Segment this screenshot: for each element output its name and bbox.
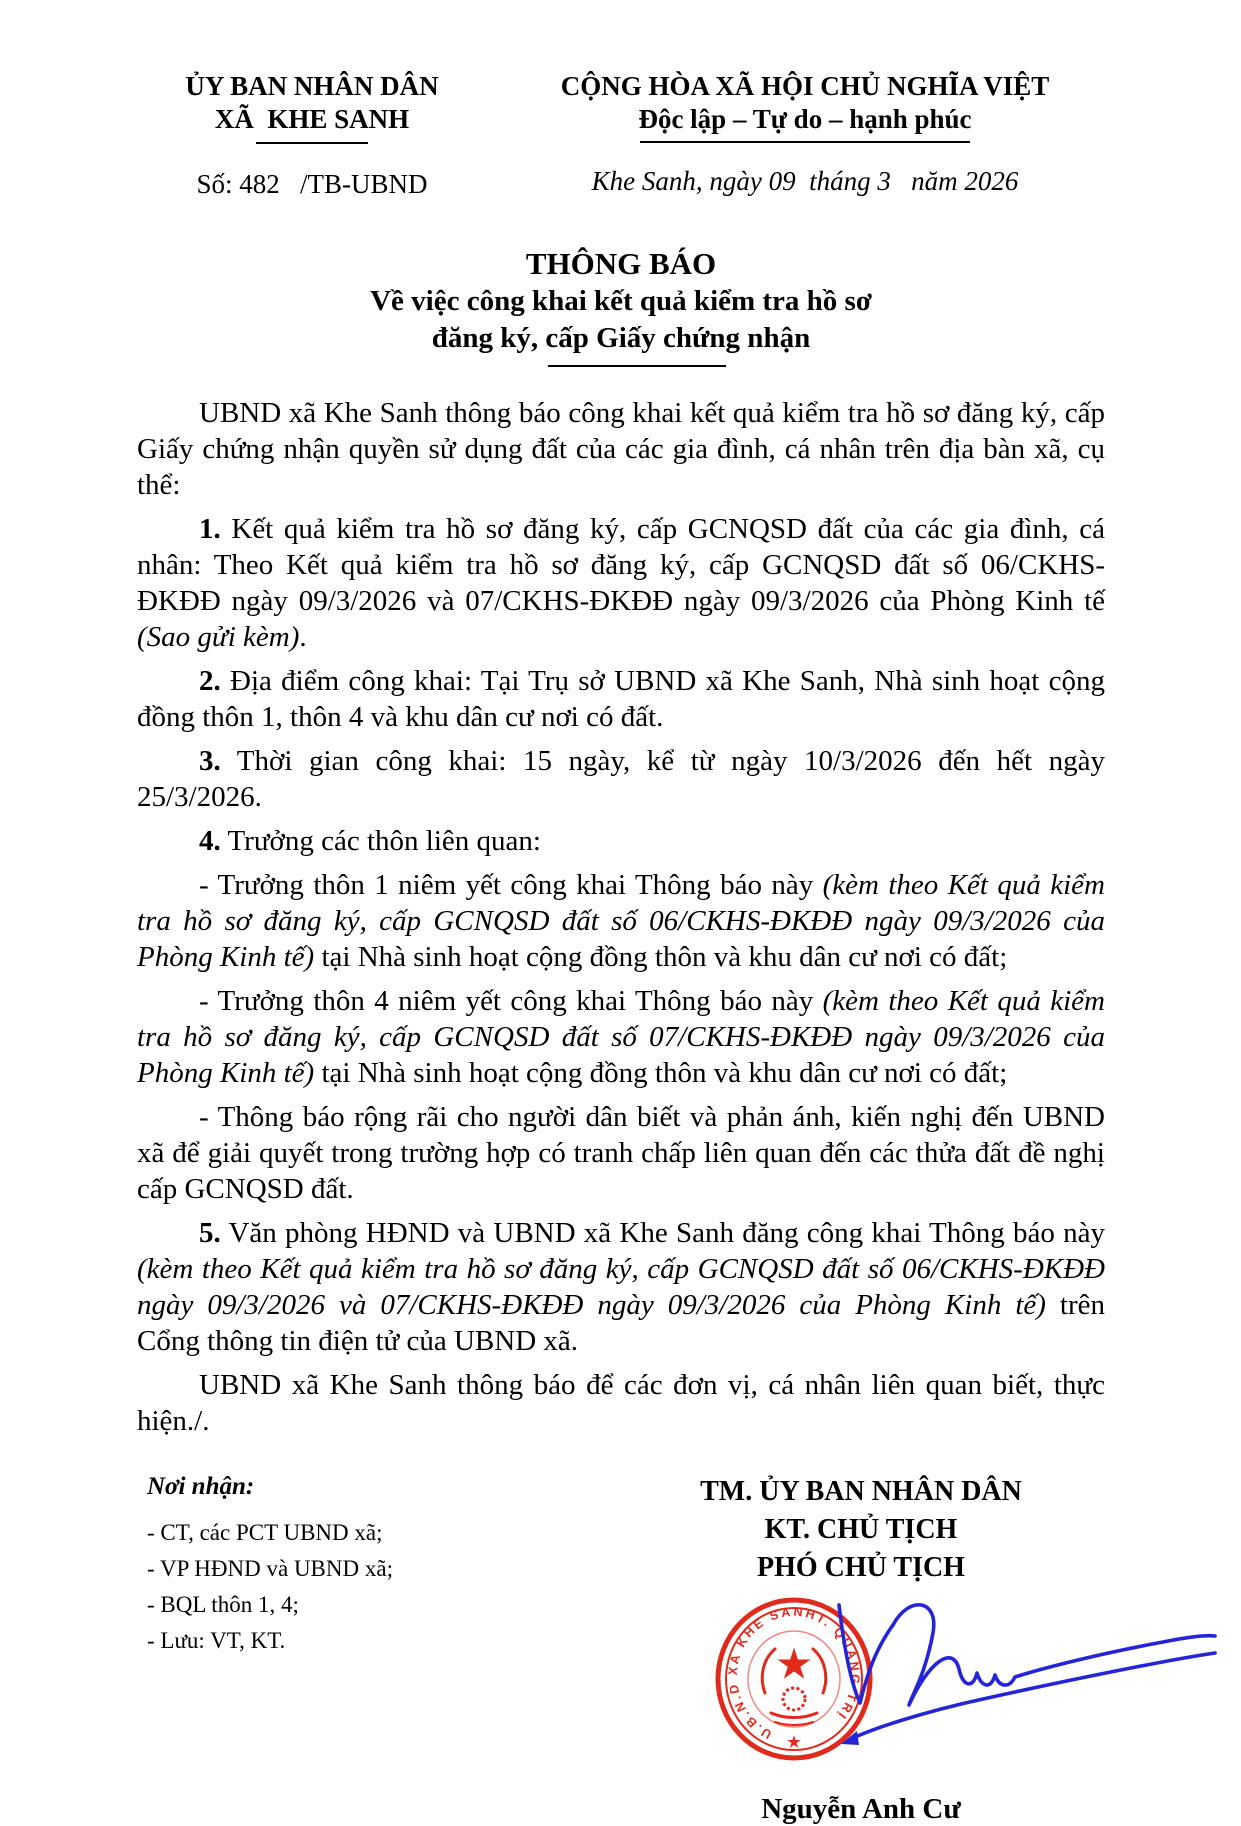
stamp-and-signature-area	[561, 1593, 1161, 1765]
body-paragraph	[137, 663, 1105, 735]
text-run: Địa điểm công khai: Tại Trụ sở UBND xã Khe Sanh, Nhà sinh hoạt cộng đồng thôn 1, thôn 4 và khu dân cư nơi có đất.	[137, 665, 1105, 733]
document-number: Số: 482 /TB-UBND	[196, 169, 428, 199]
text-run: (Sao gửi kèm)	[137, 621, 300, 653]
text-run: 4.	[199, 825, 221, 857]
issuing-authority-block	[137, 70, 487, 201]
text-run: trên Cổng thông tin điện tử của UBND xã.	[137, 1289, 1105, 1357]
body-paragraph	[137, 1099, 1105, 1207]
authority-commune: XÃ KHE SANH	[214, 104, 410, 134]
body-paragraph	[137, 1215, 1105, 1359]
recipients-list	[147, 1515, 507, 1659]
body-paragraph	[137, 743, 1105, 815]
text-run: (kèm theo Kết quả kiểm tra hồ sơ đăng ký, cấp GCNQSD đất số 06/CKHS-ĐKĐĐ ngày 09/3/2026 của Phòng Kinh tế)	[137, 869, 1105, 973]
body-paragraph	[137, 1367, 1105, 1439]
recipient-item: - VP HĐND và UBND xã;	[147, 1556, 393, 1581]
recipient-item: - BQL thôn 1, 4;	[147, 1592, 299, 1617]
recipient-item: - Lưu: VT, KT.	[147, 1628, 286, 1653]
text-run: tại Nhà sinh hoạt cộng đồng thôn và khu dân cư nơi có đất;	[314, 941, 1008, 973]
recipients-label: Nơi nhận:	[147, 1473, 255, 1500]
document-subject-line1: Về việc công khai kết quả kiểm tra hồ sơ	[370, 285, 872, 317]
text-run: Kết quả kiểm tra hồ sơ đăng ký, cấp GCNQSD đất của các gia đình, cá nhân: Theo Kết quả kiểm tra hồ sơ đăng ký, cấp GCNQSD đất số 06/CKHS-ĐKĐĐ ngày 09/3/2026 và 07/CKHS-ĐKĐĐ ngày 09/3/2026 của Phòng Kinh tế	[137, 513, 1105, 617]
authority-underline	[256, 142, 368, 144]
text-run: 5.	[199, 1217, 221, 1249]
document-title-block	[137, 245, 1105, 367]
document-header	[137, 70, 1105, 201]
signature-block	[561, 1473, 1161, 1826]
motto-underline	[640, 141, 970, 143]
text-run: 2.	[199, 665, 221, 697]
signing-title-line: KT. CHỦ TỊCH	[764, 1514, 958, 1545]
body-paragraph	[137, 395, 1105, 503]
text-run: - Trưởng thôn 4 niêm yết công khai Thông báo này	[199, 985, 823, 1017]
text-run: tại Nhà sinh hoạt cộng đồng thôn và khu dân cư nơi có đất;	[314, 1057, 1008, 1089]
text-run: (kèm theo Kết quả kiểm tra hồ sơ đăng ký, cấp GCNQSD đất số 06/CKHS-ĐKĐĐ ngày 09/3/2026 và 07/CKHS-ĐKĐĐ ngày 09/3/2026 của Phòng Kinh tế)	[137, 1253, 1105, 1321]
recipients-block	[147, 1473, 507, 1826]
body-paragraph	[137, 511, 1105, 655]
text-run: - Trưởng thôn 1 niêm yết công khai Thông báo này	[199, 869, 823, 901]
text-run: (kèm theo Kết quả kiểm tra hồ sơ đăng ký, cấp GCNQSD đất số 07/CKHS-ĐKĐĐ ngày 09/3/2026 của Phòng Kinh tế)	[137, 985, 1105, 1089]
document-body	[137, 395, 1105, 1439]
text-run: - Thông báo rộng rãi cho người dân biết và phản ánh, kiến nghị đến UBND xã để giải quyết trong trường hợp có tranh chấp liên quan đến các thửa đất đề nghị cấp GCNQSD đất.	[137, 1101, 1105, 1205]
handwritten-signature	[743, 1593, 1223, 1765]
document-type-title: THÔNG BÁO	[525, 246, 717, 281]
seal-center-star: ★	[776, 1644, 812, 1686]
text-run: 1.	[199, 513, 221, 545]
national-motto: Độc lập – Tự do – hạnh phúc	[638, 104, 972, 134]
seal-text-right: T. QUẢNG TRỊ	[814, 1610, 863, 1724]
seal-bottom-star: ★	[787, 1734, 801, 1751]
text-run: Văn phòng HĐND và UBND xã Khe Sanh đăng công khai Thông báo này	[220, 1217, 1105, 1249]
signing-position-line: PHÓ CHỦ TỊCH	[757, 1552, 965, 1583]
body-paragraph	[137, 823, 1105, 859]
text-run: Thời gian công khai: 15 ngày, kể từ ngày 10/3/2026 đến hết ngày 25/3/2026.	[137, 745, 1105, 813]
document-footer	[137, 1473, 1105, 1826]
document-subject-line2: đăng ký, cấp Giấy chứng nhận	[431, 322, 811, 354]
body-paragraph	[137, 867, 1105, 975]
seal-text-left: U.B.N.D XÃ KHE SANH	[725, 1604, 820, 1742]
body-paragraph	[137, 983, 1105, 1091]
recipient-item: - CT, các PCT UBND xã;	[147, 1520, 383, 1545]
authority-name: ỦY BAN NHÂN DÂN	[185, 71, 439, 101]
signing-authority-line: TM. ỦY BAN NHÂN DÂN	[700, 1476, 1022, 1507]
text-run: UBND xã Khe Sanh thông báo công khai kết quả kiểm tra hồ sơ đăng ký, cấp Giấy chứng nhận quyền sử dụng đất của các gia đình, cá nhân trên địa bàn xã, cụ thể:	[137, 397, 1105, 501]
text-run: 3.	[199, 745, 221, 777]
title-underline	[548, 365, 726, 367]
place-date-line: Khe Sanh, ngày 09 tháng 3 năm 2026	[591, 166, 1019, 196]
signer-name: Nguyễn Anh Cư	[761, 1793, 961, 1825]
text-run: Trưởng các thôn liên quan:	[220, 825, 541, 857]
text-run: UBND xã Khe Sanh thông báo để các đơn vị, cá nhân liên quan biết, thực hiện./.	[137, 1369, 1105, 1437]
national-title: CỘNG HÒA XÃ HỘI CHỦ NGHĨA VIỆT	[560, 71, 1050, 101]
text-run: .	[299, 621, 307, 653]
national-motto-block	[505, 70, 1105, 198]
